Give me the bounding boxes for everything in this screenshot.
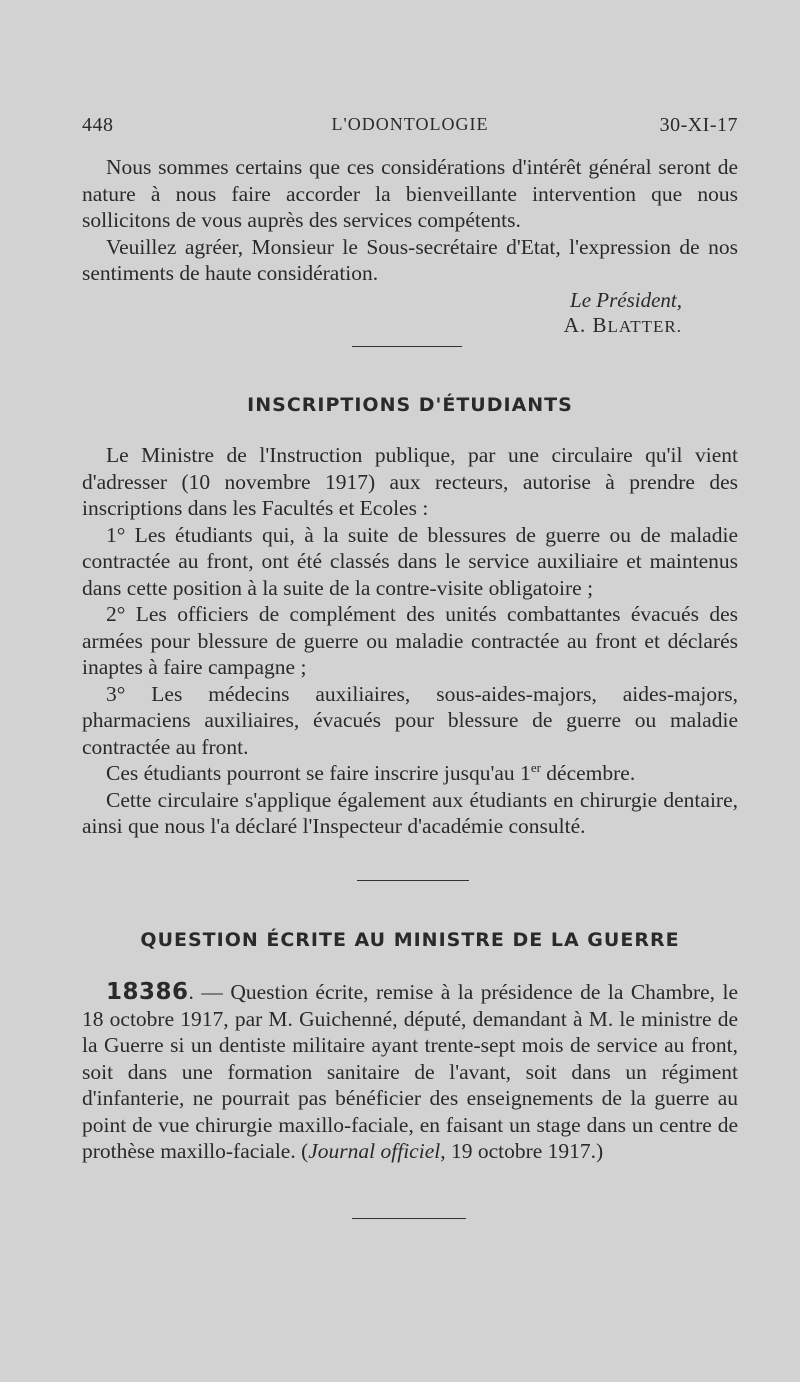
section-paragraph: Cette circulaire s'applique également aux étudiants en chirurgie dentaire, ainsi que nous l'a déclaré l'Inspecteur d'académie consulté.: [82, 787, 738, 838]
question-number: 18386: [106, 979, 189, 1005]
letter-paragraph: Nous sommes certains que ces considérations d'intérêt général seront de nature à nous faire accorder la bienveillante intervention que nous sollicitons de vous auprès des services compétents.: [82, 155, 738, 232]
question-paragraph: [82, 979, 738, 1165]
section-divider: [352, 1218, 466, 1219]
signature-initial: A. B: [563, 313, 608, 337]
letter-paragraph: Veuillez agréer, Monsieur le Sous-secrétaire d'Etat, l'expression de nos sentiments de haute considération.: [82, 234, 738, 285]
section-inscriptions: [82, 442, 738, 840]
deadline-text-end: décembre.: [540, 761, 636, 785]
deadline-text: Ces étudiants pourront se faire inscrire jusqu'au 1: [106, 761, 531, 785]
list-item: 3° Les médecins auxiliaires, sous-aides-majors, aides-majors, pharmaciens auxiliaires, évacués pour blessure de guerre ou maladie contractée au front.: [82, 681, 738, 759]
section-divider: [352, 346, 462, 347]
source-name: Journal officiel: [308, 1139, 441, 1163]
list-item: 1° Les étudiants qui, à la suite de blessures de guerre ou de maladie contractée au front, ont été classés dans le service auxiliaire et maintenus dans cette position à la suite de la contre-visite obligatoire ;: [82, 522, 738, 600]
signature-role: Le Président,: [570, 288, 682, 312]
signature-name: [82, 313, 682, 338]
section-heading-question: QUESTION ÉCRITE AU MINISTRE DE LA GUERRE: [140, 929, 680, 951]
journal-title: L'ODONTOLOGIE: [331, 114, 489, 134]
list-item: 2° Les officiers de complément des unités combattantes évacués des armées pour blessure de guerre ou maladie contractée au front et déclarés inaptes à faire campagne ;: [82, 602, 738, 679]
section-heading-inscriptions: INSCRIPTIONS D'ÉTUDIANTS: [247, 394, 573, 416]
source-date: , 19 octobre 1917.): [440, 1139, 604, 1163]
deadline-ordinal: er: [530, 759, 541, 775]
letter-closing: [82, 154, 738, 287]
issue-date: 30-XI-17: [659, 114, 738, 136]
running-header: [82, 114, 738, 142]
deadline-paragraph: [82, 760, 738, 787]
section-paragraph: Le Ministre de l'Instruction publique, par une circulaire qu'il vient d'adresser (10 novembre 1917) aux recteurs, autorise à prendre des inscriptions dans les Facultés et Ecoles :: [82, 443, 738, 520]
section-question: [82, 979, 738, 1165]
signature-surname: LATTER.: [607, 317, 682, 336]
page-number: 448: [82, 114, 114, 136]
section-divider: [357, 880, 469, 881]
question-text: . — Question écrite, remise à la présidence de la Chambre, le 18 octobre 1917, par M. Guichenné, député, demandant à M. le ministre de la Guerre si un dentiste militaire ayant trente-sept mois de service au front, soit dans une formation sanitaire de l'avant, soit dans un régiment d'infanterie, ne pourrait pas bénéficier des enseignements de la guerre au point de vue chirurgie maxillo-faciale, en faisant un stage dans un centre de prothèse maxillo-faciale. (: [82, 980, 738, 1163]
